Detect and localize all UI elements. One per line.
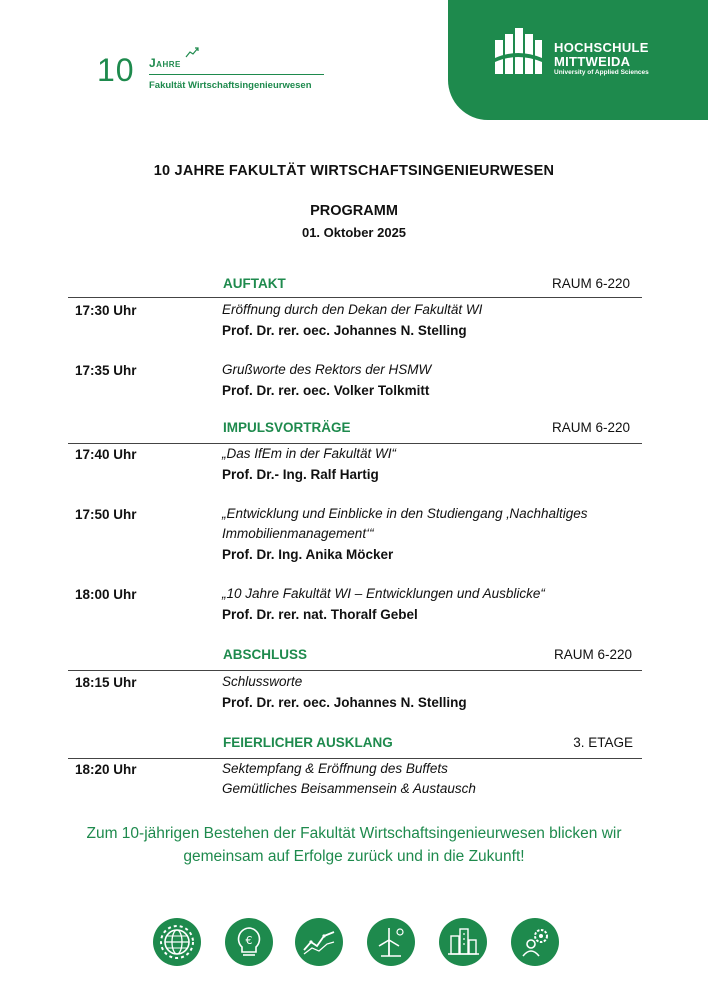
university-name-line3: University of Applied Sciences	[554, 69, 649, 76]
logo-faculty-name: Fakultät Wirtschaftsingenieurwesen	[149, 80, 312, 91]
globe-gear-icon	[153, 918, 201, 966]
event-date: 01. Oktober 2025	[301, 225, 407, 240]
section-room: 3. ETAGE	[573, 735, 633, 750]
agenda-time: 17:35 Uhr	[75, 363, 137, 378]
agenda-description: Grußworte des Rektors der HSMW	[222, 362, 432, 377]
section-heading: FEIERLICHER AUSKLANG	[223, 735, 393, 750]
agenda-description-line1: Sektempfang & Eröffnung des Buffets	[222, 761, 448, 776]
university-name-line1: HOCHSCHULE	[554, 40, 649, 55]
agenda-speaker: Prof. Dr.- Ing. Ralf Hartig	[222, 467, 379, 482]
university-name-line2: MITTWEIDA	[554, 54, 631, 69]
section-heading: AUFTAKT	[223, 276, 286, 291]
section-heading: ABSCHLUSS	[223, 647, 308, 662]
section-heading: IMPULSVORTRÄGE	[223, 420, 351, 435]
section-divider	[68, 297, 642, 298]
agenda-time: 17:50 Uhr	[75, 507, 137, 522]
agenda-description: Schlussworte	[222, 674, 303, 689]
page-title: 10 JAHRE FAKULTÄT WIRTSCHAFTSINGENIEURWESEN	[153, 163, 555, 179]
agenda-time: 17:30 Uhr	[75, 303, 137, 318]
section-room: RAUM 6-220	[551, 276, 630, 291]
closing-line2: gemeinsam auf Erfolge zurück und in die Zukunft!	[183, 848, 525, 865]
agenda-speaker: Prof. Dr. rer. oec. Volker Tolkmitt	[222, 383, 430, 398]
chart-trend-icon	[295, 918, 343, 966]
logo-number: 10	[97, 52, 135, 88]
section-room: RAUM 6-220	[551, 420, 630, 435]
wind-turbine-icon	[367, 918, 415, 966]
agenda-time: 18:00 Uhr	[75, 587, 137, 602]
agenda-time: 18:20 Uhr	[75, 762, 137, 777]
agenda-description: „Das IfEm in der Fakultät WI“	[222, 446, 397, 461]
agenda-description: Eröffnung durch den Dekan der Fakultät WI	[222, 302, 483, 317]
agenda-description-line2: Gemütliches Beisammensein & Austausch	[222, 781, 476, 796]
agenda-speaker: Prof. Dr. rer. nat. Thoralf Gebel	[222, 607, 418, 622]
logo-divider	[149, 74, 324, 75]
university-building-icon	[493, 28, 543, 76]
agenda-speaker: Prof. Dr. Ing. Anika Möcker	[222, 547, 394, 562]
agenda-description: „10 Jahre Fakultät WI – Entwicklungen und Ausblicke“	[222, 586, 545, 601]
trend-arrow-icon	[185, 46, 199, 58]
city-building-icon	[439, 918, 487, 966]
faculty-anniversary-logo	[97, 44, 332, 94]
svg-text:€: €	[245, 934, 253, 947]
section-divider	[68, 670, 642, 671]
logo-jahre: Jahre	[149, 56, 181, 70]
section-room: RAUM 6-220	[553, 647, 632, 662]
euro-bulb-icon	[225, 918, 273, 966]
gears-person-icon	[511, 918, 559, 966]
agenda-description-line1: „Entwicklung und Einblicke in den Studiengang ‚Nachhaltiges	[222, 506, 588, 521]
closing-line1: Zum 10-jährigen Bestehen der Fakultät Wirtschaftsingenieurwesen blicken wir	[86, 825, 622, 842]
closing-message	[0, 822, 708, 868]
program-label: PROGRAMM	[310, 203, 398, 219]
agenda-time: 18:15 Uhr	[75, 675, 137, 690]
agenda-time: 17:40 Uhr	[75, 447, 137, 462]
university-logo-block	[448, 0, 708, 120]
theme-icons-row	[150, 918, 570, 968]
agenda-speaker: Prof. Dr. rer. oec. Johannes N. Stelling	[222, 695, 467, 710]
agenda-speaker: Prof. Dr. rer. oec. Johannes N. Stelling	[222, 323, 467, 338]
agenda-description-line2: Immobilienmanagement‘“	[222, 526, 374, 541]
